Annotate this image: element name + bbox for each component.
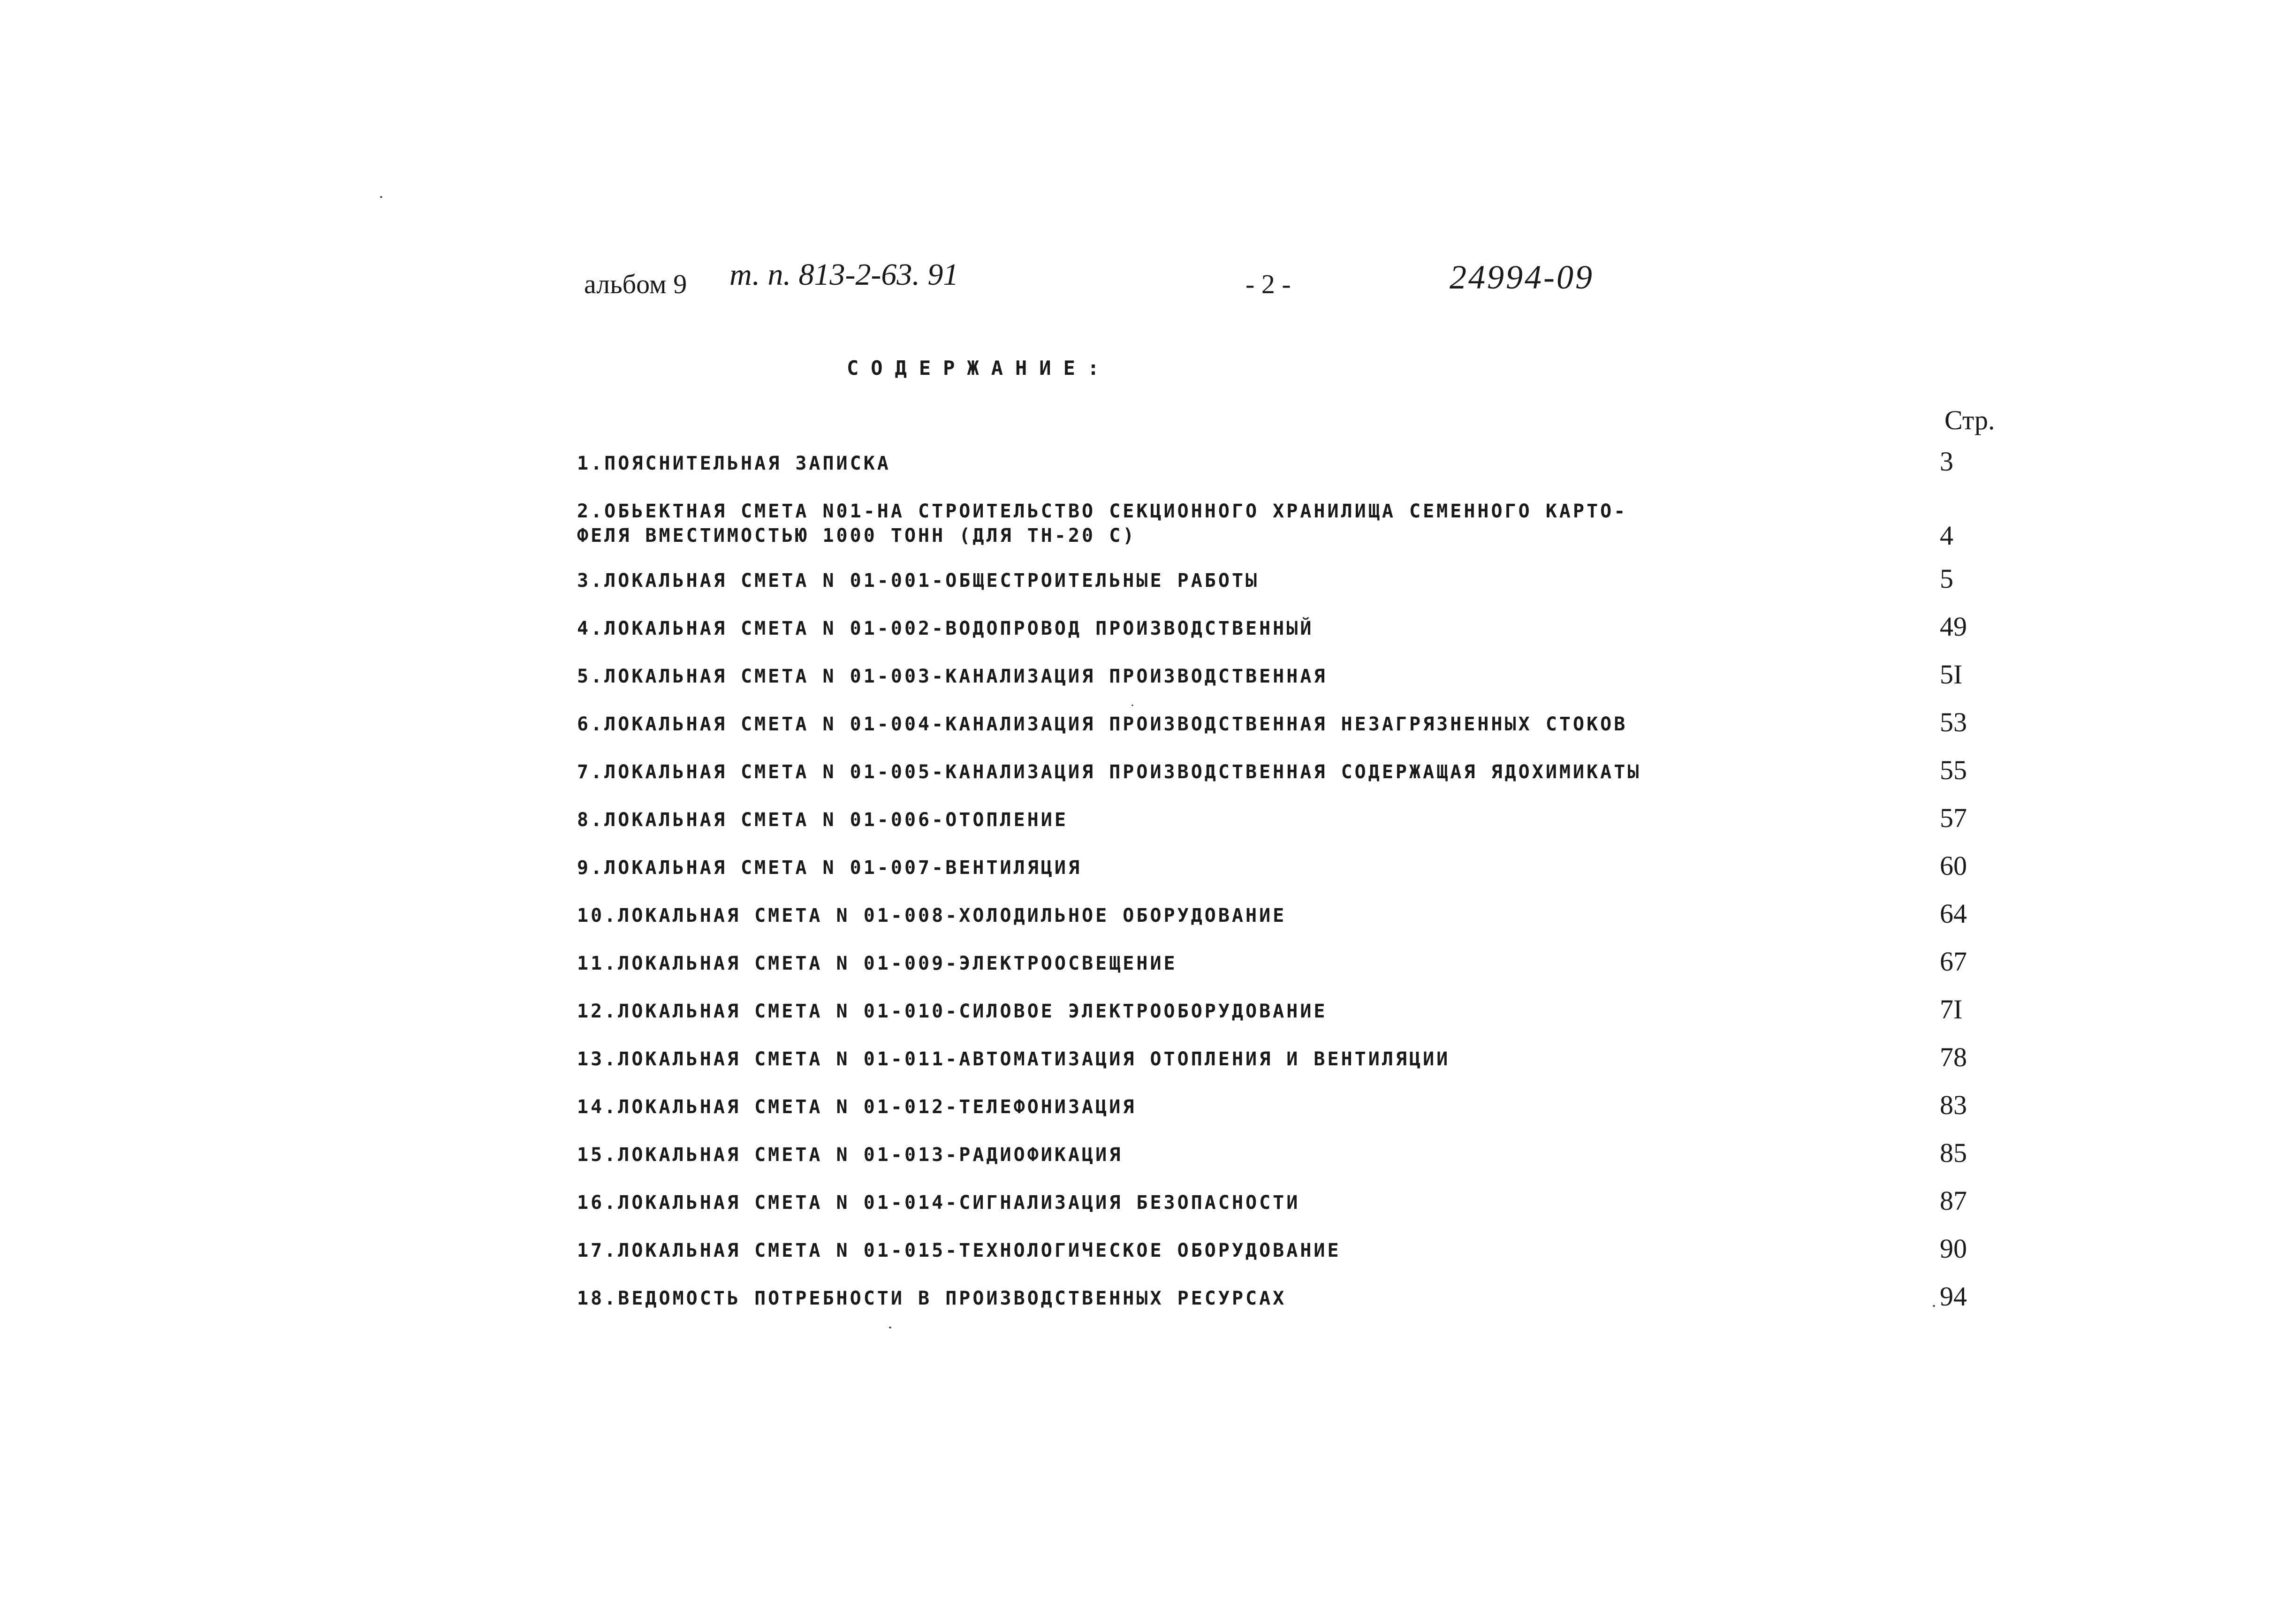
- toc-entry-text: 4.ЛОКАЛЬНАЯ СМЕТА N 01-002-ВОДОПРОВОД ПРОИЗВОДСТВЕННЫЙ: [577, 618, 1314, 639]
- toc-entry-page: 57: [1940, 803, 1967, 833]
- toc-row: [577, 659, 2031, 706]
- scan-speck: [889, 1327, 891, 1328]
- toc-entry-page: 55: [1940, 755, 1967, 785]
- toc-entry-page: 60: [1940, 850, 1967, 881]
- toc-entry-text: 11.ЛОКАЛЬНАЯ СМЕТА N 01-009-ЭЛЕКТРООСВЕЩЕНИЕ: [577, 953, 1177, 974]
- toc-entry-text: 9.ЛОКАЛЬНАЯ СМЕТА N 01-007-ВЕНТИЛЯЦИЯ: [577, 857, 1082, 879]
- toc-row: [577, 754, 2031, 802]
- toc-entry-page: 7I: [1940, 994, 1963, 1024]
- scan-speck: [1131, 705, 1133, 706]
- page-number: - 2 -: [1245, 269, 1291, 299]
- toc-row: [577, 1137, 2031, 1185]
- toc-entry-page: 4: [1940, 520, 1953, 551]
- toc-entry-page: 78: [1940, 1042, 1967, 1072]
- toc-entry-page: 85: [1940, 1138, 1967, 1168]
- project-code: т. п. 813-2-63. 91: [729, 258, 959, 292]
- document-number: 24994-09: [1450, 258, 1594, 296]
- page-title: СОДЕРЖАНИЕ:: [847, 357, 1112, 379]
- toc-row: [577, 1185, 2031, 1233]
- toc-row: [577, 611, 2031, 659]
- toc-row: [577, 850, 2031, 898]
- toc-entry-text: 17.ЛОКАЛЬНАЯ СМЕТА N 01-015-ТЕХНОЛОГИЧЕСКОЕ ОБОРУДОВАНИЕ: [577, 1240, 1341, 1261]
- toc-entry-text: 7.ЛОКАЛЬНАЯ СМЕТА N 01-005-КАНАЛИЗАЦИЯ ПРОИЗВОДСТВЕННАЯ СОДЕРЖАЩАЯ ЯДОХИМИКАТЫ: [577, 761, 1641, 783]
- scan-speck: [380, 196, 382, 198]
- toc-entry-page: 83: [1940, 1090, 1967, 1120]
- toc-entry-page: 87: [1940, 1185, 1967, 1216]
- toc-row: [577, 706, 2031, 754]
- toc-entry-text: 8.ЛОКАЛЬНАЯ СМЕТА N 01-006-ОТОПЛЕНИЕ: [577, 809, 1068, 831]
- scan-speck: [1933, 1305, 1935, 1307]
- toc-entry-page: 67: [1940, 946, 1967, 977]
- toc-row: [577, 946, 2031, 994]
- toc-entry-page: 90: [1940, 1233, 1967, 1264]
- toc-row: [577, 563, 2031, 611]
- toc-entry-text: 5.ЛОКАЛЬНАЯ СМЕТА N 01-003-КАНАЛИЗАЦИЯ ПРОИЗВОДСТВЕННАЯ: [577, 666, 1328, 687]
- toc-row: [577, 802, 2031, 850]
- toc-row: [577, 446, 2031, 493]
- toc-entry-page: 94: [1940, 1281, 1967, 1312]
- page-column-header: Стр.: [1944, 405, 1995, 435]
- toc-entry-text: 10.ЛОКАЛЬНАЯ СМЕТА N 01-008-ХОЛОДИЛЬНОЕ ОБОРУДОВАНИЕ: [577, 905, 1287, 926]
- toc-entry-text: 15.ЛОКАЛЬНАЯ СМЕТА N 01-013-РАДИОФИКАЦИЯ: [577, 1144, 1123, 1166]
- toc-entry-text: 16.ЛОКАЛЬНАЯ СМЕТА N 01-014-СИГНАЛИЗАЦИЯ БЕЗОПАСНОСТИ: [577, 1192, 1300, 1214]
- toc-entry-text: 3.ЛОКАЛЬНАЯ СМЕТА N 01-001-ОБЩЕСТРОИТЕЛЬНЫЕ РАБОТЫ: [577, 570, 1260, 592]
- toc-entry-page: 5: [1940, 563, 1953, 594]
- toc-entry-text: 6.ЛОКАЛЬНАЯ СМЕТА N 01-004-КАНАЛИЗАЦИЯ ПРОИЗВОДСТВЕННАЯ НЕЗАГРЯЗНЕННЫХ СТОКОВ: [577, 713, 1628, 735]
- toc-row: [577, 493, 2031, 563]
- toc-row: [577, 1089, 2031, 1137]
- toc-row: [577, 1233, 2031, 1281]
- album-label: альбом 9: [584, 269, 687, 299]
- toc-entry-text: 2.ОБЬЕКТНАЯ СМЕТА N01-НА СТРОИТЕЛЬСТВО СЕКЦИОННОГО ХРАНИЛИЩА СЕМЕННОГО КАРТО- ФЕЛЯ ВМЕСТИМОСТЬЮ 1000 ТОНН (ДЛЯ ТН-20 С): [577, 501, 1628, 546]
- toc-entry-text: 14.ЛОКАЛЬНАЯ СМЕТА N 01-012-ТЕЛЕФОНИЗАЦИЯ: [577, 1096, 1137, 1118]
- toc-row: [577, 1041, 2031, 1089]
- toc-row: [577, 1281, 2031, 1328]
- toc-entry-text: 1.ПОЯСНИТЕЛЬНАЯ ЗАПИСКА: [577, 453, 891, 474]
- toc-entry-page: 3: [1940, 446, 1953, 477]
- toc-entry-page: 64: [1940, 898, 1967, 929]
- table-of-contents: [577, 446, 2031, 1328]
- toc-entry-page: 53: [1940, 707, 1967, 737]
- toc-entry-text: 13.ЛОКАЛЬНАЯ СМЕТА N 01-011-АВТОМАТИЗАЦИЯ ОТОПЛЕНИЯ И ВЕНТИЛЯЦИИ: [577, 1048, 1450, 1070]
- toc-entry-page: 5I: [1940, 659, 1963, 690]
- page-header: [0, 257, 2278, 313]
- toc-entry-text: 12.ЛОКАЛЬНАЯ СМЕТА N 01-010-СИЛОВОЕ ЭЛЕКТРООБОРУДОВАНИЕ: [577, 1001, 1328, 1022]
- toc-entry-page: 49: [1940, 611, 1967, 642]
- toc-entry-text: 18.ВЕДОМОСТЬ ПОТРЕБНОСТИ В ПРОИЗВОДСТВЕННЫХ РЕСУРСАХ: [577, 1288, 1287, 1309]
- toc-row: [577, 994, 2031, 1041]
- toc-row: [577, 898, 2031, 946]
